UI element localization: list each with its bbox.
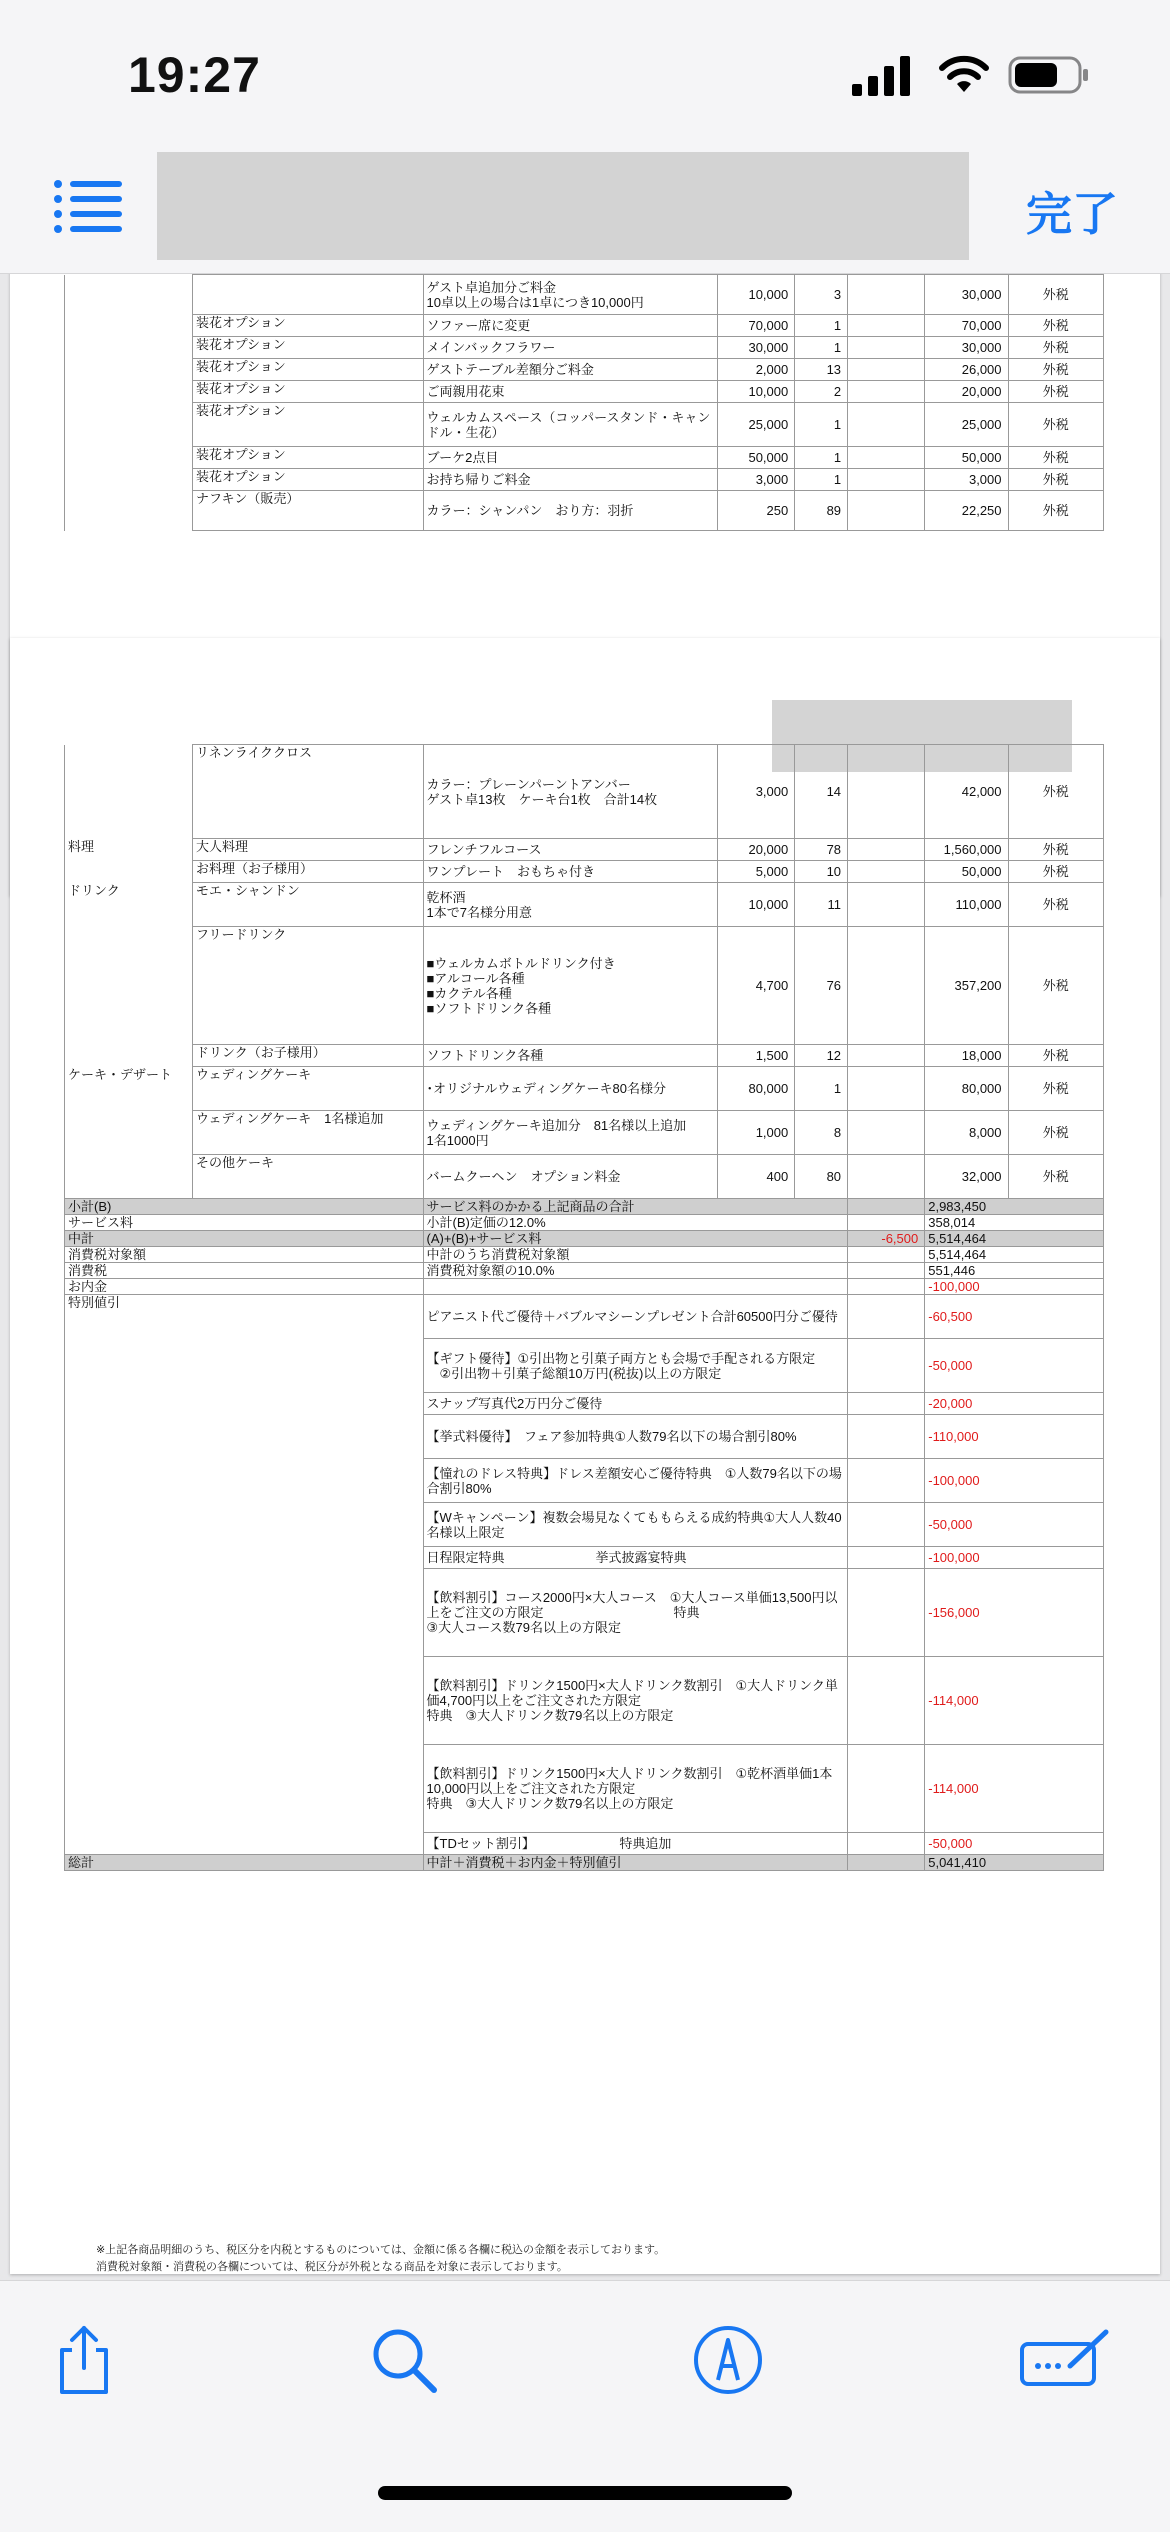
tax-type-cell: 外税 (1008, 275, 1103, 315)
discount-cell (848, 861, 925, 883)
discount-amount: -114,000 (925, 1657, 1104, 1745)
table-row (65, 447, 1104, 469)
quantity-cell: 2 (795, 381, 848, 403)
tax-type-cell: 外税 (1008, 337, 1103, 359)
menu-list-icon[interactable] (52, 178, 124, 234)
discount-desc: 【飲料割引】コース2000円×大人コース ①大人コース単価13,500円以上をご注文の方限定 特典 ③大人コース数79名以上の方限定 (423, 1569, 848, 1657)
category-cell: 料理 (65, 839, 193, 861)
summary-amount: 2,983,450 (925, 1199, 1104, 1215)
summary-desc: 消費税対象額の10.0% (423, 1263, 848, 1279)
discount-empty (848, 1833, 925, 1855)
summary-adjustment (848, 1215, 925, 1231)
discount-empty (848, 1745, 925, 1833)
discount-desc: 【挙式料優待】 フェア参加特典①人数79名以下の場合割引80% (423, 1415, 848, 1459)
category-cell (65, 1111, 193, 1155)
summary-row (65, 1263, 1104, 1279)
discount-cell (848, 447, 925, 469)
total-label: 総計 (65, 1855, 424, 1871)
summary-desc: 中計のうち消費税対象額 (423, 1247, 848, 1263)
discount-desc: 【憧れのドレス特典】ドレス差額安心ご優待特典 ①人数79名以下の場合割引80% (423, 1459, 848, 1503)
quantity-cell: 12 (795, 1045, 848, 1067)
discount-cell (848, 403, 925, 447)
discount-desc: ピアニスト代ご優待＋バブルマシーンプレゼント合計60500円分ご優待 (423, 1295, 848, 1339)
table-row (65, 359, 1104, 381)
discount-row (65, 1295, 1104, 1339)
summary-adjustment (848, 1247, 925, 1263)
detail-cell: ブーケ2点目 (423, 447, 718, 469)
summary-row (65, 1279, 1104, 1295)
unit-price-cell: 30,000 (718, 337, 795, 359)
detail-cell: ウェディングケーキ追加分 81名様以上追加 1名1000円 (423, 1111, 718, 1155)
detail-cell: ゲストテーブル差額分ご料金 (423, 359, 718, 381)
amount-cell: 25,000 (925, 403, 1008, 447)
tax-type-cell: 外税 (1008, 1045, 1103, 1067)
item-cell: 大人料理 (192, 839, 423, 861)
amount-cell: 30,000 (925, 275, 1008, 315)
summary-label: 消費税対象額 (65, 1247, 424, 1263)
tax-type-cell: 外税 (1008, 403, 1103, 447)
amount-cell: 20,000 (925, 381, 1008, 403)
table-row (65, 469, 1104, 491)
item-cell: ウェディングケーキ 1名様追加 (192, 1111, 423, 1155)
detail-cell: ゲスト卓追加分ご料金 10卓以上の場合は1卓につき10,000円 (423, 275, 718, 315)
category-cell (65, 469, 193, 491)
quantity-cell: 1 (795, 403, 848, 447)
summary-adjustment (848, 1199, 925, 1215)
summary-amount: 5,514,464 (925, 1231, 1104, 1247)
summary-amount: 358,014 (925, 1215, 1104, 1231)
document-page-2 (10, 638, 1160, 2274)
unit-price-cell: 3,000 (718, 469, 795, 491)
cellular-signal-icon (852, 56, 914, 96)
footnote-1: ※上記各商品明細のうち、税区分を内税とするものについては、金額に係る各欄に税込の金額を表示しております。 (96, 2244, 666, 2256)
item-cell: 装花オプション (192, 381, 423, 403)
unit-price-cell: 5,000 (718, 861, 795, 883)
discount-amount: -50,000 (925, 1503, 1104, 1547)
amount-cell: 110,000 (925, 883, 1008, 927)
unit-price-cell: 3,000 (718, 745, 795, 839)
summary-amount: -100,000 (925, 1279, 1104, 1295)
discount-cell (848, 491, 925, 531)
line-items-table-page1 (64, 274, 1104, 531)
discount-amount: -100,000 (925, 1459, 1104, 1503)
table-row (65, 1111, 1104, 1155)
item-cell (192, 275, 423, 315)
summary-desc: (A)+(B)+サービス料 (423, 1231, 848, 1247)
discount-amount: -114,000 (925, 1745, 1104, 1833)
detail-cell: ソフトドリンク各種 (423, 1045, 718, 1067)
discount-cell (848, 315, 925, 337)
discount-amount: -50,000 (925, 1833, 1104, 1855)
done-button[interactable]: 完了 (1026, 188, 1118, 240)
detail-cell: ワンプレート おもちゃ付き (423, 861, 718, 883)
summary-amount: 5,514,464 (925, 1247, 1104, 1263)
table-row (65, 1067, 1104, 1111)
discount-empty (848, 1295, 925, 1339)
home-indicator (378, 2486, 792, 2500)
summary-row (65, 1247, 1104, 1263)
discount-empty (848, 1657, 925, 1745)
discount-desc: 【飲料割引】ドリンク1500円×大人ドリンク数割引 ①乾杯酒単価1本10,000円以上をご注文された方限定 特典 ③大人ドリンク数79名以上の方限定 (423, 1745, 848, 1833)
unit-price-cell: 10,000 (718, 381, 795, 403)
item-cell: ナフキン（販売） (192, 491, 423, 531)
table-row (65, 315, 1104, 337)
item-cell: 装花オプション (192, 315, 423, 337)
status-bar (0, 0, 1170, 150)
table-row (65, 275, 1104, 315)
item-cell: フリードリンク (192, 927, 423, 1045)
summary-label: お内金 (65, 1279, 424, 1295)
quantity-cell: 1 (795, 337, 848, 359)
discount-cell (848, 745, 925, 839)
detail-cell: ソファー席に変更 (423, 315, 718, 337)
detail-cell: 乾杯酒 1本で7名様分用意 (423, 883, 718, 927)
summary-row (65, 1199, 1104, 1215)
table-row (65, 403, 1104, 447)
summary-label: 小計(B) (65, 1199, 424, 1215)
quantity-cell: 76 (795, 927, 848, 1045)
tax-type-cell: 外税 (1008, 1155, 1103, 1199)
table-row (65, 381, 1104, 403)
quantity-cell: 1 (795, 447, 848, 469)
summary-row (65, 1231, 1104, 1247)
detail-cell: ■ウェルカムボトルドリンク付き ■アルコール各種 ■カクテル各種 ■ソフトドリンク各種 (423, 927, 718, 1045)
quantity-cell: 13 (795, 359, 848, 381)
discount-amount: -110,000 (925, 1415, 1104, 1459)
summary-desc (423, 1279, 848, 1295)
discount-empty (848, 1339, 925, 1393)
summary-adjustment: -6,500 (848, 1231, 925, 1247)
document-title-redacted (157, 152, 969, 260)
discount-cell (848, 927, 925, 1045)
discount-amount: -20,000 (925, 1393, 1104, 1415)
unit-price-cell: 10,000 (718, 275, 795, 315)
total-amount: 5,041,410 (925, 1855, 1104, 1871)
quantity-cell: 80 (795, 1155, 848, 1199)
discount-desc: 【飲料割引】ドリンク1500円×大人ドリンク数割引 ①大人ドリンク単価4,700円以上をご注文された方限定 特典 ③大人ドリンク数79名以上の方限定 (423, 1657, 848, 1745)
discount-empty (848, 1547, 925, 1569)
tax-type-cell: 外税 (1008, 469, 1103, 491)
quantity-cell: 1 (795, 1067, 848, 1111)
summary-desc: サービス料のかかる上記商品の合計 (423, 1199, 848, 1215)
quantity-cell: 3 (795, 275, 848, 315)
unit-price-cell: 20,000 (718, 839, 795, 861)
quantity-cell: 10 (795, 861, 848, 883)
amount-cell: 8,000 (925, 1111, 1008, 1155)
table-row (65, 1155, 1104, 1199)
item-cell: リネンライククロス (192, 745, 423, 839)
wifi-icon (938, 52, 990, 94)
amount-cell: 22,250 (925, 491, 1008, 531)
discount-cell (848, 469, 925, 491)
discount-empty (848, 1503, 925, 1547)
tax-type-cell: 外税 (1008, 927, 1103, 1045)
table-row (65, 745, 1104, 839)
category-cell (65, 275, 193, 315)
unit-price-cell: 250 (718, 491, 795, 531)
amount-cell: 50,000 (925, 861, 1008, 883)
discount-amount: -50,000 (925, 1339, 1104, 1393)
amount-cell: 1,560,000 (925, 839, 1008, 861)
total-row (65, 1855, 1104, 1871)
category-cell (65, 491, 193, 531)
amount-cell: 26,000 (925, 359, 1008, 381)
discount-cell (848, 883, 925, 927)
detail-cell: カラー：シャンパン おり方：羽折 (423, 491, 718, 531)
unit-price-cell: 25,000 (718, 403, 795, 447)
unit-price-cell: 4,700 (718, 927, 795, 1045)
amount-cell: 42,000 (925, 745, 1008, 839)
detail-cell: お持ち帰りご料金 (423, 469, 718, 491)
tax-type-cell: 外税 (1008, 359, 1103, 381)
table-row (65, 883, 1104, 927)
category-cell (65, 861, 193, 883)
category-cell (65, 315, 193, 337)
item-cell: その他ケーキ (192, 1155, 423, 1199)
discount-desc: 【TDセット割引】 特典追加 (423, 1833, 848, 1855)
discount-cell (848, 839, 925, 861)
category-cell (65, 337, 193, 359)
category-cell (65, 359, 193, 381)
clock: 19:27 (128, 47, 261, 103)
summary-amount: 551,446 (925, 1263, 1104, 1279)
discount-desc: スナップ写真代2万円分ご優待 (423, 1393, 848, 1415)
summary-adjustment (848, 1279, 925, 1295)
summary-label: 消費税 (65, 1263, 424, 1279)
tax-type-cell: 外税 (1008, 861, 1103, 883)
summary-adjustment (848, 1263, 925, 1279)
table-row (65, 861, 1104, 883)
discount-label: 特別値引 (65, 1295, 424, 1855)
discount-desc: 【Wキャンペーン】複数会場見なくてももらえる成約特典①大人人数40名様以上限定 (423, 1503, 848, 1547)
table-row (65, 1045, 1104, 1067)
item-cell: 装花オプション (192, 447, 423, 469)
unit-price-cell: 2,000 (718, 359, 795, 381)
discount-empty (848, 1459, 925, 1503)
unit-price-cell: 10,000 (718, 883, 795, 927)
discount-cell (848, 381, 925, 403)
total-desc: 中計＋消費税＋お内金＋特別値引 (423, 1855, 848, 1871)
quantity-cell: 8 (795, 1111, 848, 1155)
table-row (65, 927, 1104, 1045)
quantity-cell: 89 (795, 491, 848, 531)
discount-cell (848, 1111, 925, 1155)
discount-desc: 【ギフト優待】①引出物と引菓子両方とも会場で手配される方限定 ②引出物＋引菓子総額10万円(税抜)以上の方限定 (423, 1339, 848, 1393)
detail-cell: メインバックフラワー (423, 337, 718, 359)
category-cell (65, 1045, 193, 1067)
category-cell (65, 1155, 193, 1199)
amount-cell: 18,000 (925, 1045, 1008, 1067)
item-cell: ウェディングケーキ (192, 1067, 423, 1111)
tax-type-cell: 外税 (1008, 745, 1103, 839)
discount-amount: -156,000 (925, 1569, 1104, 1657)
category-cell: ケーキ・デザート (65, 1067, 193, 1111)
line-items-table-page2 (64, 744, 1104, 1871)
discount-empty (848, 1393, 925, 1415)
quantity-cell: 11 (795, 883, 848, 927)
unit-price-cell: 50,000 (718, 447, 795, 469)
item-cell: お料理（お子様用） (192, 861, 423, 883)
table-row (65, 491, 1104, 531)
discount-cell (848, 359, 925, 381)
battery-icon (1008, 56, 1090, 94)
summary-row (65, 1215, 1104, 1231)
tax-type-cell: 外税 (1008, 1111, 1103, 1155)
discount-cell (848, 337, 925, 359)
discount-cell (848, 1045, 925, 1067)
footnotes (96, 2242, 665, 2276)
amount-cell: 357,200 (925, 927, 1008, 1045)
category-cell (65, 927, 193, 1045)
unit-price-cell: 1,500 (718, 1045, 795, 1067)
detail-cell: ウェルカムスペース（コッパースタンド・キャンドル・生花） (423, 403, 718, 447)
unit-price-cell: 1,000 (718, 1111, 795, 1155)
detail-cell: カラー：プレーンパーントアンバー ゲスト卓13枚 ケーキ台1枚 合計14枚 (423, 745, 718, 839)
item-cell: 装花オプション (192, 469, 423, 491)
amount-cell: 70,000 (925, 315, 1008, 337)
detail-cell: ご両親用花束 (423, 381, 718, 403)
discount-cell (848, 1155, 925, 1199)
amount-cell: 80,000 (925, 1067, 1008, 1111)
item-cell: 装花オプション (192, 337, 423, 359)
summary-label: サービス料 (65, 1215, 424, 1231)
summary-label: 中計 (65, 1231, 424, 1247)
search-icon[interactable] (366, 2322, 442, 2398)
detail-cell: フレンチフルコース (423, 839, 718, 861)
discount-amount: -100,000 (925, 1547, 1104, 1569)
tax-type-cell: 外税 (1008, 447, 1103, 469)
category-cell (65, 403, 193, 447)
footnote-2: 消費税対象額・消費税の各欄については、税区分が外税となる商品を対象に表示しております。 (96, 2261, 568, 2273)
tax-type-cell: 外税 (1008, 491, 1103, 531)
quantity-cell: 78 (795, 839, 848, 861)
item-cell: 装花オプション (192, 403, 423, 447)
category-cell (65, 381, 193, 403)
discount-empty (848, 1415, 925, 1459)
signature-icon[interactable] (1018, 2322, 1114, 2398)
share-icon[interactable] (46, 2322, 122, 2398)
amount-cell: 30,000 (925, 337, 1008, 359)
discount-cell (848, 275, 925, 315)
item-cell: モエ・シャンドン (192, 883, 423, 927)
tax-type-cell: 外税 (1008, 883, 1103, 927)
discount-empty (848, 1569, 925, 1657)
markup-pen-icon[interactable] (690, 2322, 766, 2398)
amount-cell: 50,000 (925, 447, 1008, 469)
quantity-cell: 14 (795, 745, 848, 839)
tax-type-cell: 外税 (1008, 839, 1103, 861)
tax-type-cell: 外税 (1008, 315, 1103, 337)
tax-type-cell: 外税 (1008, 381, 1103, 403)
item-cell: 装花オプション (192, 359, 423, 381)
total-empty (848, 1855, 925, 1871)
category-cell: ドリンク (65, 883, 193, 927)
quantity-cell: 1 (795, 315, 848, 337)
discount-amount: -60,500 (925, 1295, 1104, 1339)
tax-type-cell: 外税 (1008, 1067, 1103, 1111)
table-row (65, 337, 1104, 359)
summary-desc: 小計(B)定価の12.0% (423, 1215, 848, 1231)
unit-price-cell: 80,000 (718, 1067, 795, 1111)
unit-price-cell: 70,000 (718, 315, 795, 337)
category-cell (65, 745, 193, 839)
detail-cell: バームクーヘン オプション料金 (423, 1155, 718, 1199)
discount-desc: 日程限定特典 挙式披露宴特典 (423, 1547, 848, 1569)
detail-cell: ･オリジナルウェディングケーキ80名様分 (423, 1067, 718, 1111)
amount-cell: 3,000 (925, 469, 1008, 491)
document-viewer[interactable] (0, 274, 1170, 2280)
discount-cell (848, 1067, 925, 1111)
unit-price-cell: 400 (718, 1155, 795, 1199)
amount-cell: 32,000 (925, 1155, 1008, 1199)
table-row (65, 839, 1104, 861)
item-cell: ドリンク（お子様用） (192, 1045, 423, 1067)
category-cell (65, 447, 193, 469)
quantity-cell: 1 (795, 469, 848, 491)
